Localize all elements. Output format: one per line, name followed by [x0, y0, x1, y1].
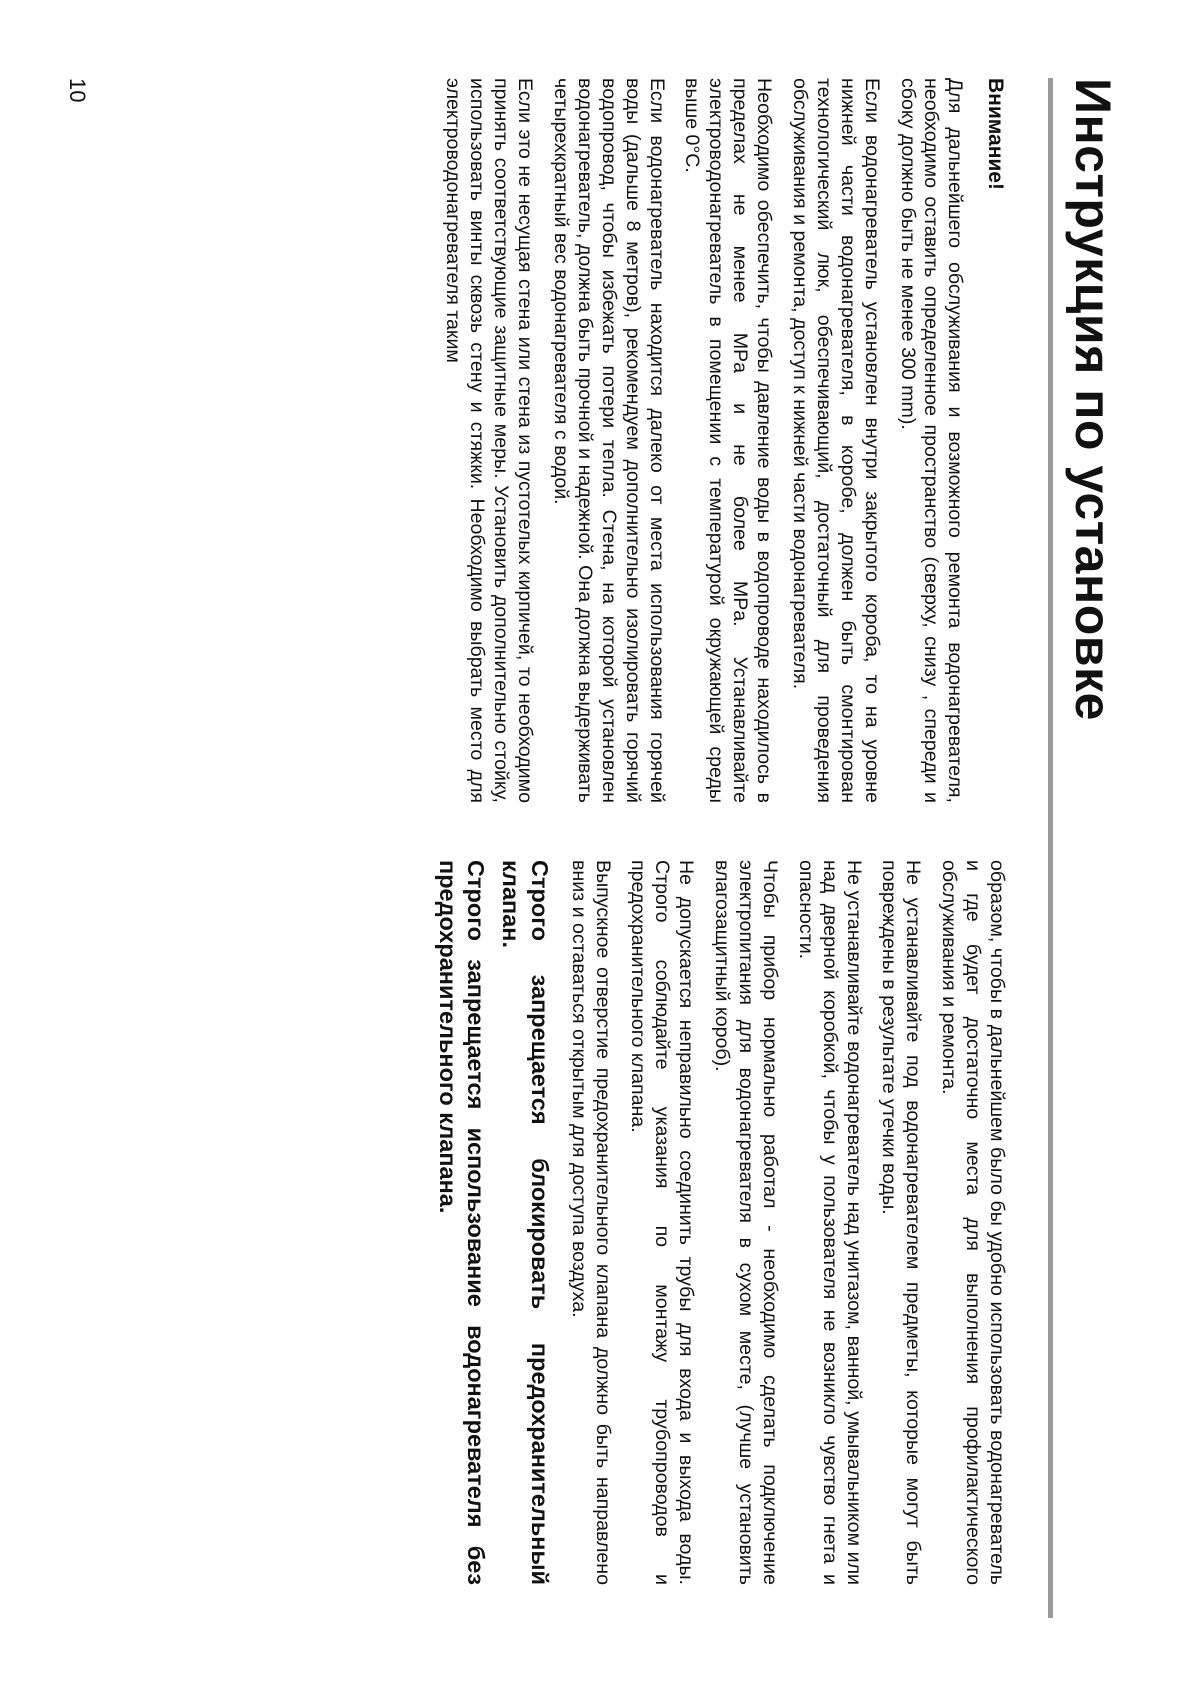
right-column	[427, 860, 1008, 1585]
page-title: Инструкция по установке	[1065, 78, 1121, 721]
title-divider	[1048, 78, 1053, 1618]
paragraph: Выпускное отверстие предохранительного клапана должно быть направлено вниз и оставаться открытым для доступа воздуха.	[567, 860, 614, 1585]
warning-text: Строго запрещается использование водонагревателя без предохранительного клапана.	[434, 860, 490, 1585]
left-column	[429, 78, 1008, 803]
paragraph: Если водонагреватель находится далеко от места использования горячей воды (дальше 8 метров), рекомендуем дополнительно изолировать горячий водопровод, чтобы избежать потери тепла. Стена, на которой установлен водонагреватель, должна быть прочной и надежной. Она должна выдерживать четырехкратный вес водонагревателя с водой.	[550, 78, 668, 803]
paragraph: Для дальнейшего обслуживания и возможного ремонта водонагревателя, необходимо оставить определенное пространство (сверху, снизу , спереди и сбоку должно быть не менее 300 mm).	[896, 78, 967, 803]
warning-text: Строго запрещается блокировать предохранительный клапан.	[498, 860, 553, 1585]
paragraph: Не допускается неправильно соединить трубы для входа и выхода воды. Строго соблюдайте указания по монтажу трубопроводов и предохранительного клапана.	[627, 860, 698, 1585]
paragraph: Необходимо обеспечить, чтобы давление воды в водопроводе находилось в пределах не менее MPa и не более MPa. Устанавливайте электроводонагреватель в помещении с температурой окружающей среды выше 0°С.	[681, 78, 776, 803]
attention-heading: Внимание!	[984, 78, 1007, 190]
page-number: 10	[65, 78, 90, 103]
paragraph: Если водонагреватель установлен внутри закрытого короба, то на уровне нижней части водонагревателя, в коробе, должен быть смонтирован технологический люк, обеспечивающий, достаточный для проведения обслуживания и ремонта, доступ к нижней части водонагревателя.	[789, 78, 883, 803]
paragraph: Не устанавливайте под водонагревателем предметы, которые могут быть повреждены в результате утечки воды.	[878, 860, 925, 1585]
paragraph: образом, чтобы в дальнейшем было бы удобно использовать водонагреватель и где будет достаточно места для выполнения профилактического обслуживания и ремонта.	[938, 860, 1008, 1585]
paragraph: Если это не несущая стена или стена из пустотелых кирпичей, то необходимо принять соответствующие защитные меры. Установить дополнительно стойку, использовать винты сквозь стену и стяжки. Необходимо выбрать место для электроводонагревателя таким	[442, 78, 537, 803]
paragraph: Не устанавливайте водонагреватель над унитазом, ванной, умывальником или над дверной коробкой, чтобы у пользователя не возникло чувство гнета и опасности.	[794, 860, 865, 1585]
paragraph: Чтобы прибор нормально работал - необходимо сделать подключение электропитания для водонагревателя в сухом месте, (лучше установить влагозащитный короб).	[711, 860, 781, 1585]
